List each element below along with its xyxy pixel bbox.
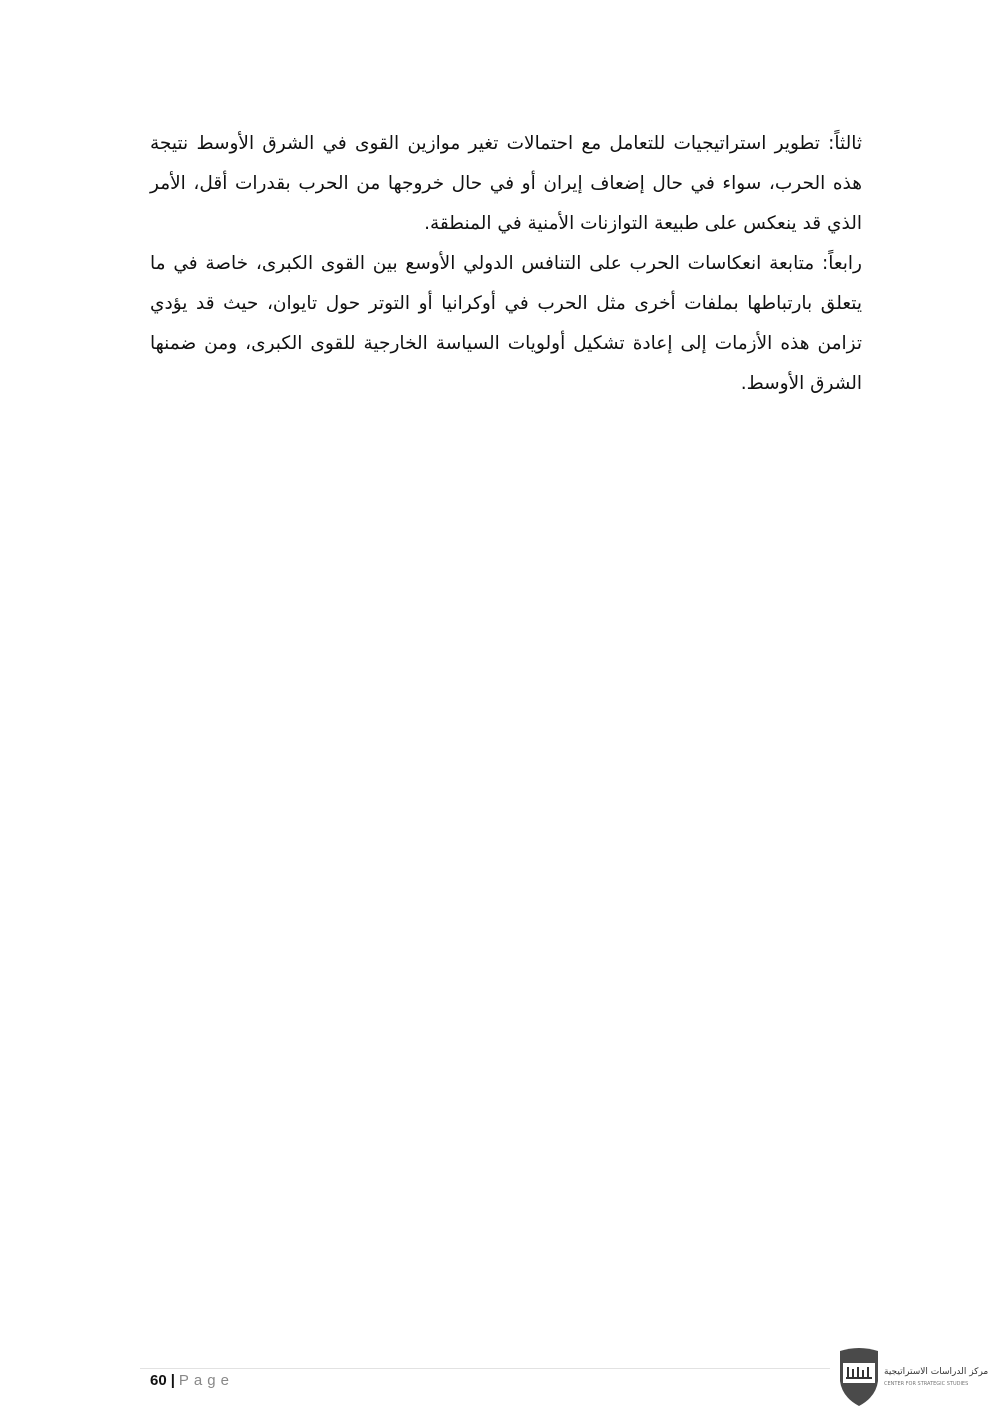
logo-text-block [884,1366,998,1388]
center-logo [838,1347,998,1407]
paragraph-line: هذه الحرب، سواء في حال إضعاف إيران أو في حال خروجها من الحرب بقدرات أقل، الأمر [150,173,862,194]
paragraph-line: يتعلق بارتباطها بملفات أخرى مثل الحرب في أوكرانيا أو التوتر حول تايوان، حيث قد يؤدي [150,293,862,314]
shield-logo-icon [838,1347,880,1407]
document-body [150,124,862,404]
page-number [150,1372,234,1389]
paragraph-line: تزامن هذه الأزمات إلى إعادة تشكيل أولويات السياسة الخارجية للقوى الكبرى، ومن ضمنها [150,333,862,354]
paragraph-line: رابعاً: متابعة انعكاسات الحرب على التنافس الدولي الأوسع بين القوى الكبرى، خاصة في ما [150,253,862,274]
logo-subtext: CENTER FOR STRATEGIC STUDIES [884,1381,969,1387]
paragraph-line: الذي قد ينعكس على طبيعة التوازنات الأمنية في المنطقة. [424,213,862,234]
page-separator: | [170,1372,175,1389]
page-label: Page [178,1372,234,1389]
logo-text: مركز الدراسات الاستراتيجية [884,1367,989,1377]
footer-divider [140,1368,830,1369]
page-number-value: 60 [150,1372,167,1389]
paragraph-line: الشرق الأوسط. [740,373,862,394]
paragraph-line: ثالثاً: تطوير استراتيجيات للتعامل مع احتمالات تغير موازين القوى في الشرق الأوسط نتيجة [150,133,862,154]
